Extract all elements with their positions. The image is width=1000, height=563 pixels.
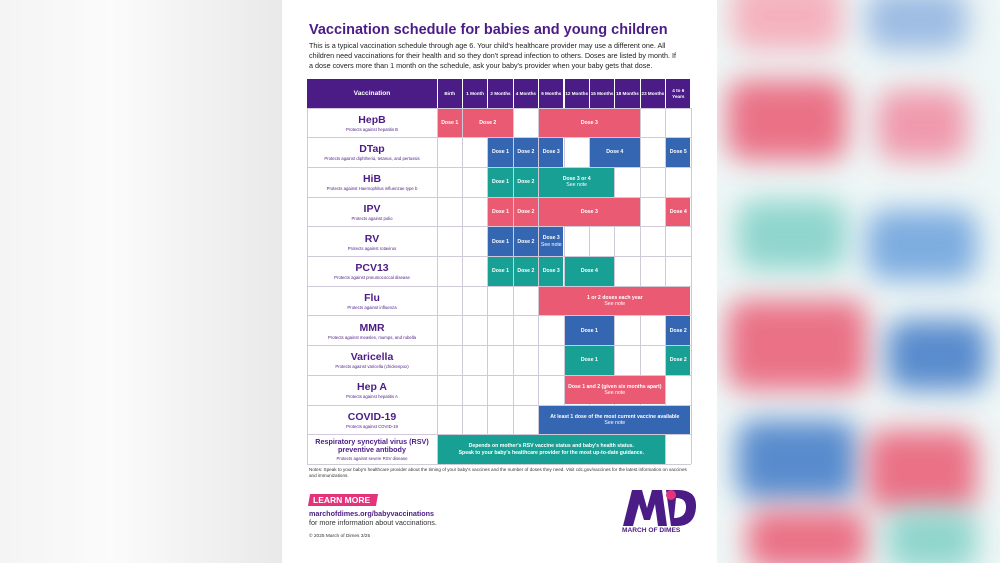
dose-bar [539,257,563,286]
dose-label-2: Speak to your baby's healthcare provider for the most up-to-date guidance. [458,449,645,456]
dose-label: Dose 2 [517,268,535,275]
schedule-document [282,0,717,563]
vaccine-cell [308,435,437,464]
dose-bar [539,168,614,197]
header-age-4: 6 Months [539,79,563,108]
vaccine-description: Protects against COVID-19 [346,423,398,429]
dose-label: Dose 2 [479,119,497,126]
dose-bar [488,227,512,256]
dose-label: Dose 2 [517,208,535,215]
vaccine-name: IPV [363,202,381,215]
vaccine-name: Respiratory syncytial virus (RSV) preventive antibody [315,437,429,455]
dose-label: Dose 1 [491,149,509,156]
vaccine-name: PCV13 [355,262,389,275]
vaccine-name: HepB [358,113,386,126]
dose-label: Dose 1 and 2 (given six months apart) [568,383,662,390]
header-age-3: 4 Months [514,79,538,108]
copyright-text: © 2025 March of Dimes 3/25 [309,534,371,539]
dose-label: Dose 1 [441,119,459,126]
dose-bar [539,287,690,316]
dose-bar [565,257,615,286]
dose-label: Dose 4 [669,208,687,215]
learn-more-banner [308,494,378,506]
dose-bar [666,316,690,345]
dose-label: Dose 1 [580,327,598,334]
background-right [717,0,1000,563]
dose-note: See note [566,182,588,189]
dose-label: Dose 2 [669,327,687,334]
dose-label: Dose 4 [580,268,598,275]
dose-bar [539,138,563,167]
dose-bar [565,346,615,375]
dose-label: Depends on mother's RSV vaccine status and baby's health status. [468,443,634,450]
dose-label: Dose 1 [491,268,509,275]
dose-bar [666,198,690,227]
vaccine-cell [308,257,437,286]
dose-label: Dose 1 [580,357,598,364]
dose-label: Dose 5 [669,149,687,156]
vaccine-cell [308,376,437,405]
header-age-1: 1 Month [463,79,487,108]
vaccine-description: Protects against varicella (chickenpox) [335,364,409,370]
dose-bar [438,109,462,138]
vaccine-cell [308,316,437,345]
dose-note: See note [604,419,626,426]
vaccine-description: Protects against polio [351,215,393,221]
vaccine-name: COVID-19 [347,410,397,423]
vaccine-description: Protects against influenza [347,304,397,310]
dose-label: Dose 2 [517,238,535,245]
column-divider [437,108,438,464]
vaccine-cell [308,168,437,197]
dose-label: Dose 3 [542,149,560,156]
vaccine-cell [308,406,437,435]
header-age-7: 18 Months [615,79,639,108]
dose-bar [514,227,538,256]
more-info-text: for more information about vaccinations. [309,518,437,527]
header-age-9: 4 to 6 Years [666,79,690,108]
notes-text: Notes: Speak to your baby's healthcare provider about the timing of your baby's vaccines and the number of doses they need. Visit cdc.gov/vaccines for the latest information on vaccines and immunizations. [309,467,687,478]
vaccine-name: Flu [364,291,380,304]
dose-bar [539,109,640,138]
dose-label: Dose 4 [606,149,624,156]
schedule-table [307,79,691,464]
dose-note: See note [540,241,562,248]
background-left [0,0,282,563]
dose-label: Dose 3 or 4 [562,176,591,183]
column-divider [691,108,692,464]
dose-bar [488,138,512,167]
logo-wordmark: MARCH OF DIMES [622,527,681,534]
dose-label: 1 or 2 doses each year [586,294,643,301]
vaccine-cell [308,287,437,316]
vaccine-name: HiB [362,173,382,186]
header-vaccination: Vaccination [307,79,437,108]
dose-label: Dose 3 [580,208,598,215]
dose-label: Dose 2 [669,357,687,364]
dose-label: Dose 2 [517,179,535,186]
dose-bar [463,109,513,138]
vaccine-description: Protects against severe RSV disease [336,455,408,461]
dose-label: Dose 1 [491,179,509,186]
dose-label: Dose 1 [491,238,509,245]
vaccine-description: Protects against rotavirus [347,245,397,251]
vaccine-description: Protects against hepatitis B [345,126,399,132]
dose-bar [539,198,640,227]
dose-label: Dose 2 [517,149,535,156]
vaccine-cell [308,109,437,138]
header-age-5: 12 Months [565,79,589,108]
vaccine-name: Hep A [357,381,387,394]
vaccine-cell [308,198,437,227]
dose-label: Dose 3 [580,119,598,126]
header-age-6: 15 Months [590,79,614,108]
vaccine-name: Varicella [350,351,394,364]
row-divider [307,464,691,465]
header-age-0: Birth [438,79,462,108]
header-age-8: 23 Months [641,79,665,108]
vaccine-description: Protects against measles, mumps, and rubella [327,334,417,340]
vaccine-name: MMR [359,321,385,334]
dose-bar [438,435,666,464]
page-title: Vaccination schedule for babies and young children [309,22,668,38]
vaccine-cell [308,346,437,375]
column-divider [462,108,463,464]
intro-text: This is a typical vaccination schedule through age 6. Your child's healthcare provider may use a different one. All children need vaccinations for their health and so they don't spread infection to others. Doses are listed by month. If a dose covers more than 1 month on the schedule, ask your baby's provider when your baby gets that dose. [309,41,676,70]
vaccine-description: Protects against diphtheria, tetanus, and pertussis [324,156,420,162]
dose-bar [488,257,512,286]
dose-label: At least 1 dose of the most current vaccine available [550,413,680,420]
dose-bar [539,406,690,435]
vaccine-cell [308,227,437,256]
dose-bar [666,346,690,375]
dose-bar [514,138,538,167]
vaccinations-link[interactable]: marchofdimes.org/babyvaccinations [309,509,435,518]
dose-note: See note [604,301,626,308]
header-age-2: 2 Months [488,79,512,108]
dose-bar [514,198,538,227]
dose-note: See note [604,390,626,397]
dose-bar [514,257,538,286]
dose-label: Dose 1 [491,208,509,215]
vaccine-name: RV [364,232,380,245]
dose-bar [590,138,640,167]
dose-label: Dose 3 [542,235,560,242]
dose-bar [565,376,666,405]
vaccine-description: Protects against hepatitis A [346,394,398,400]
vaccine-name: DTap [359,143,385,156]
dose-bar [539,227,563,256]
dose-bar [666,138,690,167]
dose-bar [488,168,512,197]
vaccine-description: Protects against Haemophilus influenzae type b [326,186,418,192]
learn-more-label: LEARN MORE [313,495,371,505]
dose-label: Dose 3 [542,268,560,275]
vaccine-description: Protects against pneumococcal disease [334,275,410,281]
dose-bar [514,168,538,197]
vaccine-cell [308,138,437,167]
dose-bar [488,198,512,227]
dose-bar [565,316,615,345]
